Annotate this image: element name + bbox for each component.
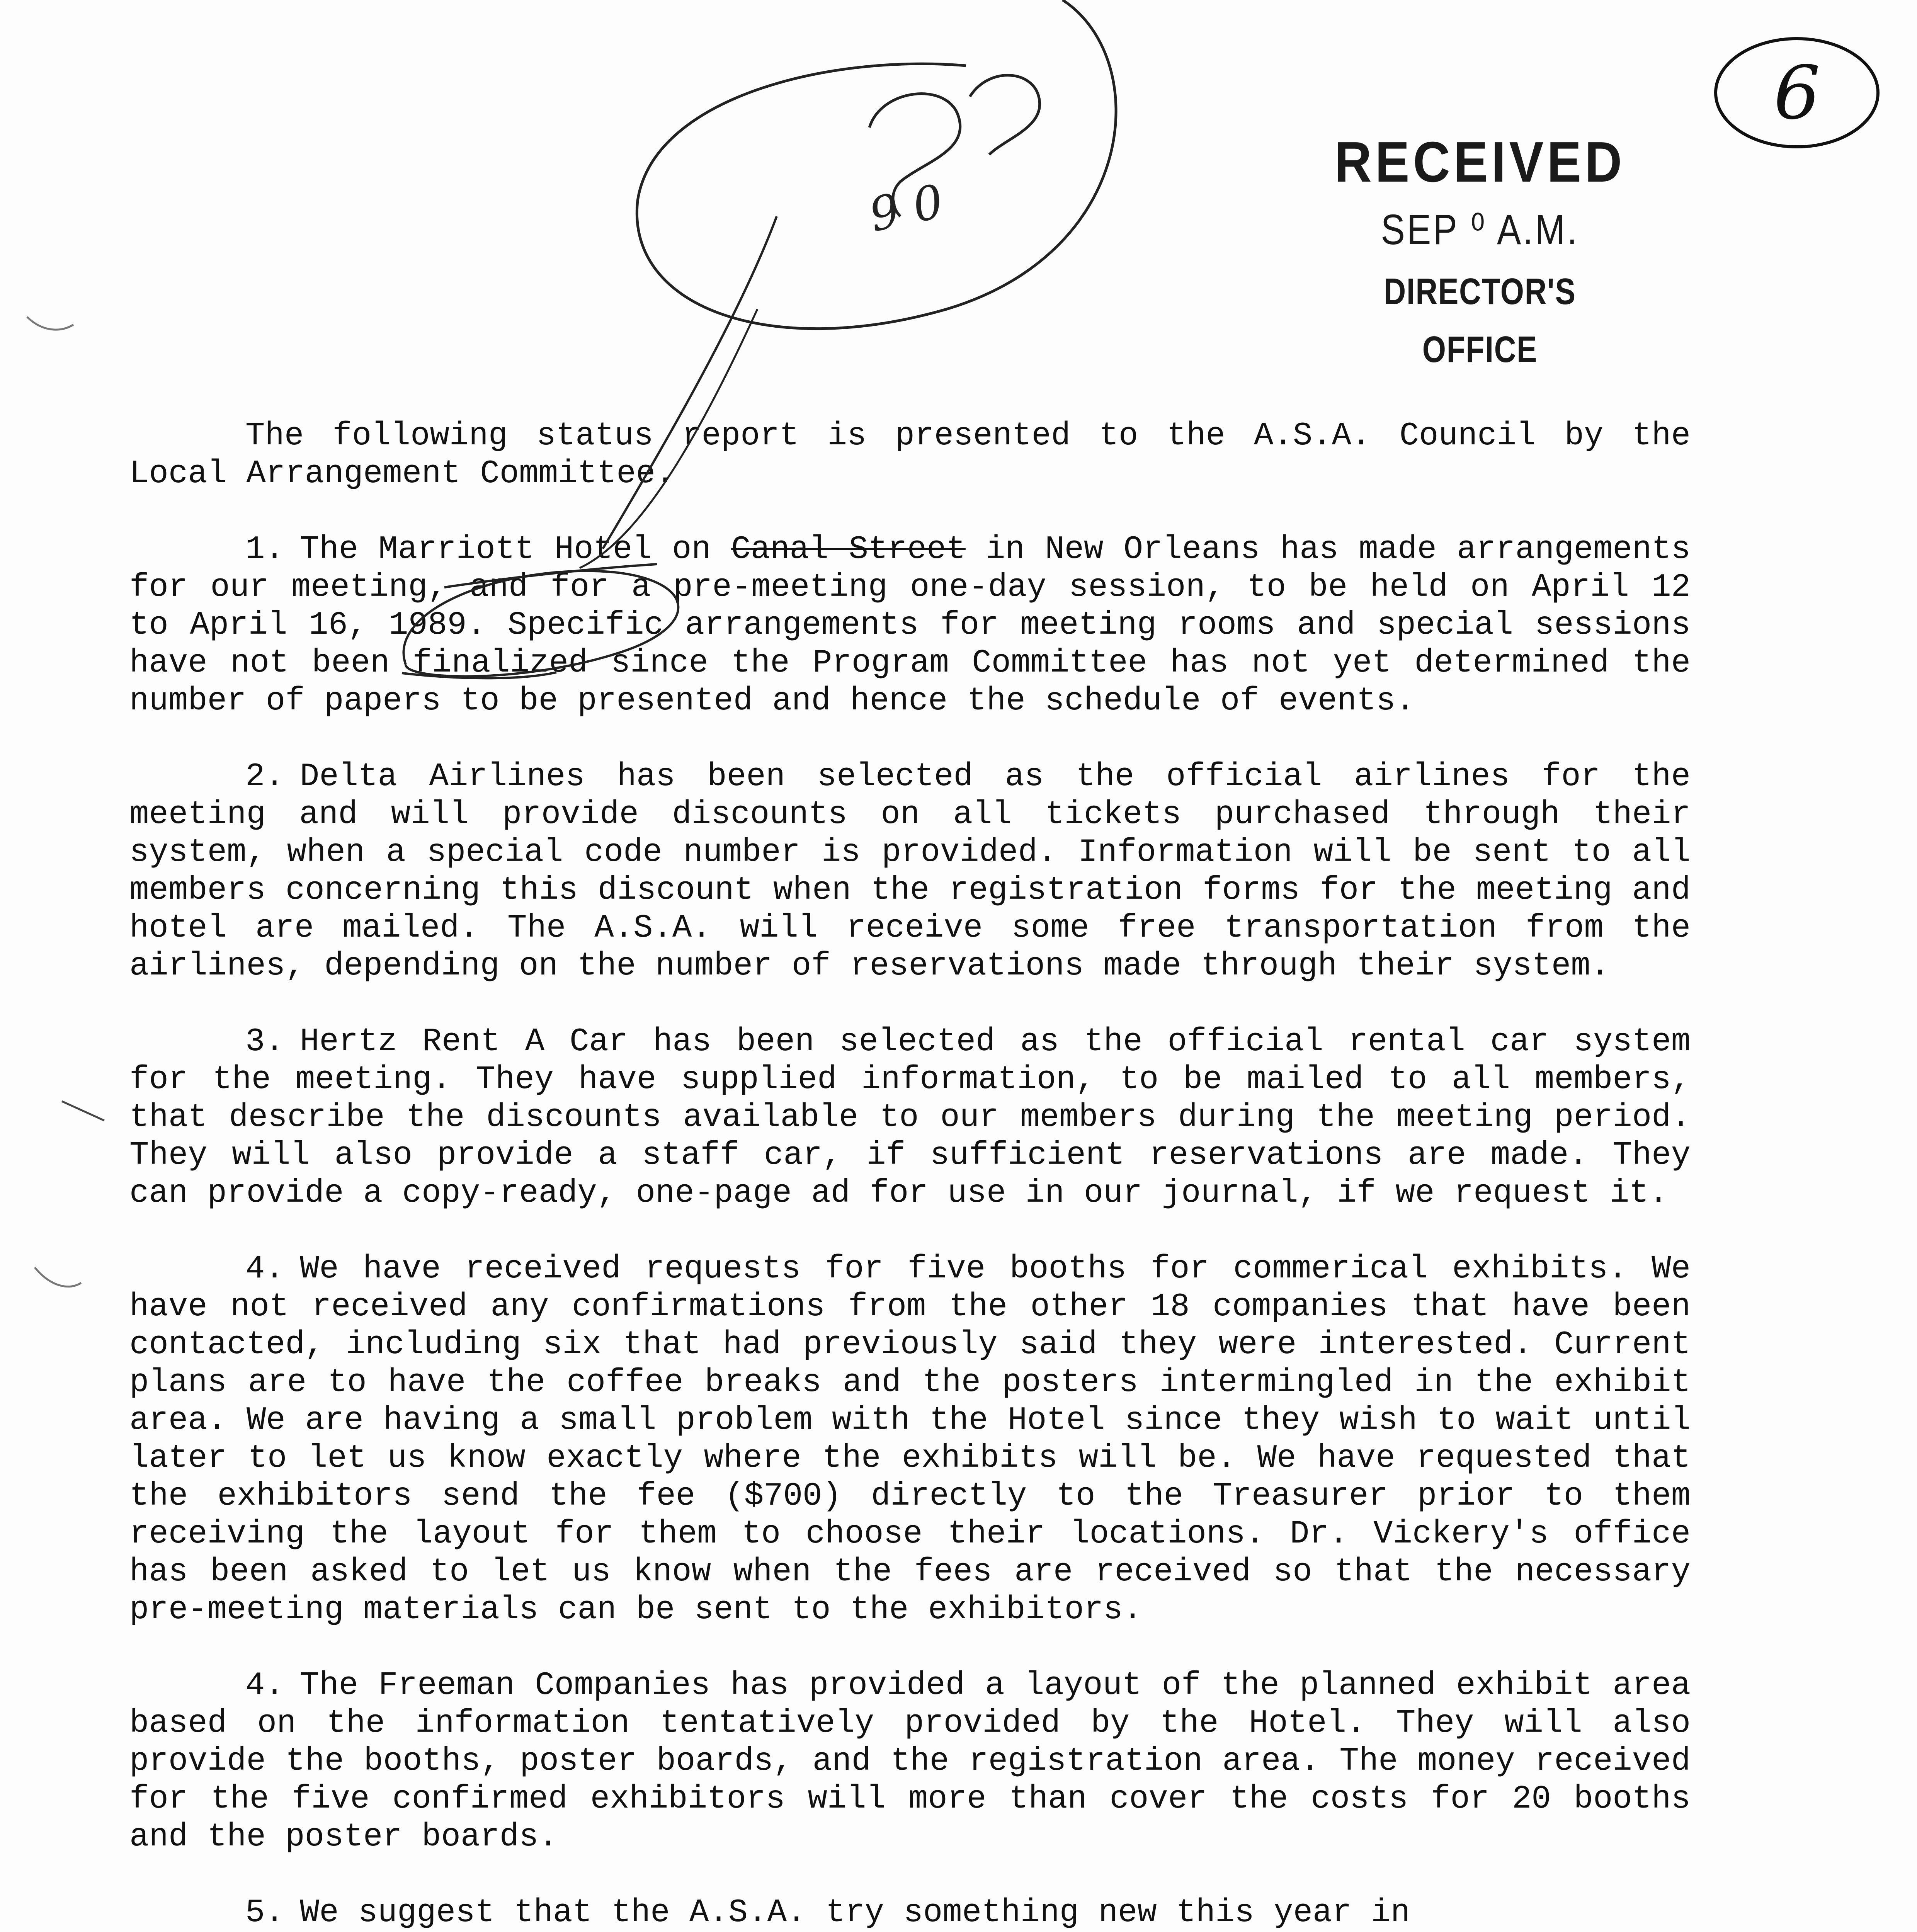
item-4b-number: 4. xyxy=(245,1667,284,1704)
stamp-date-text: SEP ⁰ A.M. xyxy=(1381,206,1579,253)
item-4-paragraph xyxy=(129,1250,1691,1629)
intro-text: The following status report is presented to the A.S.A. Council by the Local Arrangement Committee. xyxy=(129,418,1691,492)
item-1-text-after: in New Orleans has made arrangements for our meeting, and for a pre-meeting one-day session, to be held on April 12 to April 16, 1989. Specific arrangements for meeting rooms and special sessions have not been finalized since the Program Committee has not yet determined the number of papers to be presented and hence the schedule of events. xyxy=(129,531,1691,719)
stamp-received-text: RECEIVED xyxy=(1334,130,1626,194)
received-stamp xyxy=(1306,128,1654,379)
margin-dash-icon xyxy=(62,1101,104,1121)
item-4-text: We have received requests for five booths for commerical exhibits. We have not received any confirmations from the other 18 companies that have been contacted, including six that had previously said they were interested. Current plans are to have the coffee breaks and the posters intermingled in the exhibit area. We are having a small problem with the Hotel since they wish to wait until later to let us know exactly where the exhibits will be. We have requested that the exhibitors send the fee ($700) directly to the Treasurer prior to them receiving the layout for them to choose their locations. Dr. Vickery's office has been asked to let us know when the fees are received so that the necessary pre-meeting materials can be sent to the exhibitors. xyxy=(129,1251,1691,1628)
handwritten-page-number: 6 xyxy=(1774,50,1820,136)
item-5-number: 5. xyxy=(245,1895,284,1931)
item-2-text: Delta Airlines has been selected as the official airlines for the meeting and will provide discounts on all tickets purchased through their system, when a special code number is provided. Information will be sent to all members concerning this discount when the registration forms for the meeting and hotel are mailed. The A.S.A. will receive some free transportation from the airlines, depending on the number of reservations made through their system. xyxy=(129,759,1691,985)
binder-mark-2-icon xyxy=(35,1267,81,1287)
item-4b-text: The Freeman Companies has provided a layout of the planned exhibit area based on the information tentatively provided by the Hotel. They will also provide the booths, poster boards, and the registration area. The money received for the five confirmed exhibitors will more than cover the costs for 20 booths and the poster boards. xyxy=(129,1667,1691,1855)
item-1-text-before: The Marriott Hotel on xyxy=(299,531,731,568)
item-5-paragraph xyxy=(129,1894,1691,1932)
item-4b-paragraph xyxy=(129,1667,1691,1856)
item-3-paragraph xyxy=(129,1023,1691,1213)
stamp-office-text: DIRECTOR'S OFFICE xyxy=(1384,271,1576,370)
question-loop-icon xyxy=(637,0,1116,329)
report-body xyxy=(129,417,1691,1932)
intro-paragraph xyxy=(129,417,1691,493)
binder-mark-icon xyxy=(27,317,73,330)
item-4-number: 4. xyxy=(245,1251,284,1287)
handwritten-margin-note: 9 0 xyxy=(864,174,948,243)
item-3-number: 3. xyxy=(245,1024,284,1060)
item-3-text: Hertz Rent A Car has been selected as the official rental car system for the meeting. They have supplied information, to be mailed to all members, that describe the discounts available to our members during the meeting period. They will also provide a staff car, if sufficient reservations are made. They can provide a copy-ready, one-page ad for use in our journal, if we request it. xyxy=(129,1024,1691,1212)
item-5-text: We suggest that the A.S.A. try something new this year in xyxy=(299,1895,1410,1931)
item-1-number: 1. xyxy=(245,531,284,568)
question-mark-small-icon xyxy=(970,75,1040,155)
item-1-paragraph xyxy=(129,531,1691,720)
item-2-number: 2. xyxy=(245,759,284,795)
item-1-struck-text: Canal Street xyxy=(731,531,966,568)
item-2-paragraph xyxy=(129,758,1691,985)
